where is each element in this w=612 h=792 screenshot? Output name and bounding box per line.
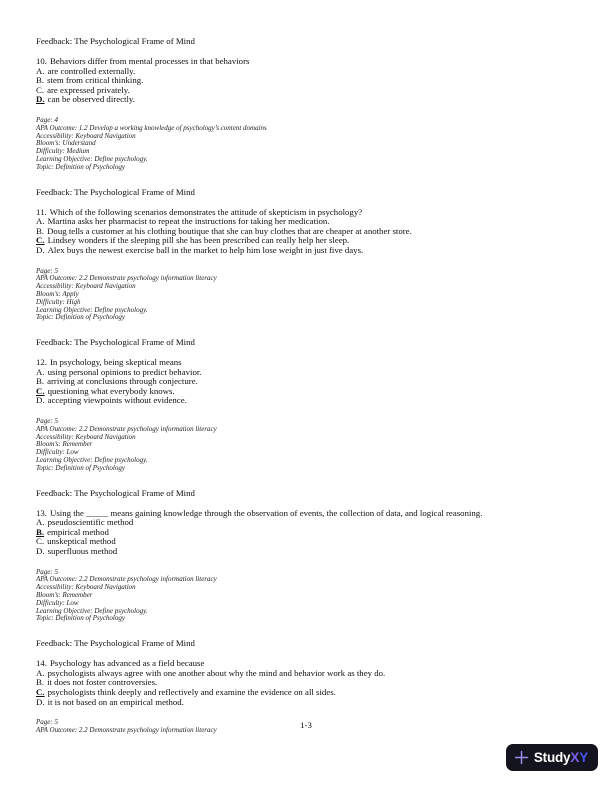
option-text: Lindsey wonders if the sleeping pill she has been prescribed can really help her sleep. [47,235,350,246]
meta-line: Difficulty: Low [36,448,79,457]
question-14 [36,659,584,707]
meta-line: Bloom’s: Remember [36,440,93,449]
option-text: are controlled externally. [47,65,136,76]
question-stem-text: Using the _____ means gaining knowledge through the observation of events, the collection of data, and logical reasoning. [50,507,483,518]
meta-line: Accessibility: Keyboard Navigation [36,282,136,291]
option-text: it is not based on an empirical method. [47,696,184,707]
option-text: stem from critical thinking. [47,75,144,86]
page-number: 1-3 [300,720,312,730]
option-text: are expressed privately. [47,84,130,95]
question-stem-text: Psychology has advanced as a field because [50,658,205,669]
question-number: 10. [36,56,47,66]
meta-line: APA Outcome: 2.2 Demonstrate psychology information literacy [36,575,217,584]
option-label: A. [36,65,45,76]
option-text: using personal opinions to predict behavior. [47,366,202,377]
meta-line: Learning Objective: Define psychology. [36,606,148,615]
meta-line: Bloom’s: Understand [36,139,96,148]
question-stem-text: Behaviors differ from mental processes in that behaviors [50,56,250,66]
meta-line: Learning Objective: Define psychology. [36,305,148,314]
option-label: D. [36,94,45,105]
question-11 [36,208,584,256]
option-text: unskeptical method [47,536,116,547]
option-text: psychologists always agree with one another about why the mind and behavior work as they do. [47,667,386,678]
option-label: D. [36,696,45,707]
meta-line: Bloom’s: Apply [36,289,79,298]
option-label: A. [36,667,45,678]
question-metadata [36,418,584,473]
meta-line: Page: 5 [36,718,58,727]
question-stem-text: Which of the following scenarios demonstrates the attitude of skepticism in psychology? [49,206,363,217]
option-text: pseudoscientific method [47,517,134,528]
feedback-line: Feedback: The Psychological Frame of Mind [36,487,195,498]
answer-option-correct [36,528,584,538]
option-label: B. [36,526,45,537]
option-text: Alex buys the newest exercise ball in the market to help him lose weight in just five days. [47,244,364,255]
option-text: Martina asks her pharmacist to repeat the instructions for taking her medication. [47,216,330,227]
meta-line: Topic: Definition of Psychology [36,614,125,623]
meta-line: Learning Objective: Define psychology. [36,456,148,465]
meta-line: Accessibility: Keyboard Navigation [36,583,136,592]
option-label: A. [36,216,45,227]
option-text: psychologists think deeply and reflectively and examine the evidence on all sides. [47,686,336,697]
answer-option-correct [36,95,584,105]
feedback-line: Feedback: The Psychological Frame of Mind [36,638,195,649]
feedback-line: Feedback: The Psychological Frame of Mind [36,36,195,46]
meta-line: Page: 5 [36,266,58,275]
meta-line: Bloom’s: Remember [36,591,93,599]
option-text: empirical method [47,526,109,537]
meta-line: Accessibility: Keyboard Navigation [36,432,136,441]
meta-line: Topic: Definition of Psychology [36,162,125,171]
meta-line: APA Outcome: 2.2 Demonstrate psychology information literacy [36,274,217,283]
question-metadata [36,569,584,624]
option-label: B. [36,75,45,86]
option-label: D. [36,546,45,557]
answer-option [36,396,584,406]
question-number: 11. [36,206,47,217]
option-label: C. [36,84,45,95]
option-text: questioning what everybody knows. [47,385,175,396]
answer-option [36,518,584,528]
meta-line: Difficulty: High [36,297,81,306]
meta-line: Accessibility: Keyboard Navigation [36,131,136,140]
question-12 [36,358,584,406]
option-label: B. [36,677,45,688]
option-label: C. [36,235,45,246]
option-text: it does not foster controversies. [47,677,158,688]
question-13 [36,509,584,557]
option-label: C. [36,385,45,396]
meta-line: Page: 4 [36,115,58,124]
question-metadata [36,268,584,323]
option-label: B. [36,376,45,387]
meta-line: Page: 5 [36,417,58,426]
meta-line: Topic: Definition of Psychology [36,463,125,472]
brand-text [534,750,588,765]
option-label: D. [36,395,45,406]
plus-icon [514,750,529,765]
option-text: arriving at conclusions through conjecture. [47,376,198,387]
question-number: 14. [36,658,47,669]
option-text: can be observed directly. [47,94,135,105]
option-label: C. [36,686,45,697]
option-label: D. [36,244,45,255]
question-metadata [36,117,584,172]
page-content [36,36,584,750]
feedback-line: Feedback: The Psychological Frame of Mind [36,337,195,348]
option-label: B. [36,225,45,236]
option-label: A. [36,366,45,377]
question-10 [36,57,584,105]
studyxy-logo [506,744,598,771]
meta-line: Difficulty: Low [36,598,79,607]
option-label: C. [36,536,45,547]
brand-study: Study [533,750,571,765]
meta-line: Learning Objective: Define psychology. [36,154,148,163]
answer-option [36,698,584,708]
meta-line: APA Outcome: 2.2 Demonstrate psychology information literacy [36,424,217,433]
meta-line: Difficulty: Medium [36,147,90,156]
meta-line: Topic: Definition of Psychology [36,313,125,322]
question-stem-text: In psychology, being skeptical means [50,357,182,368]
brand-y: Y [579,750,588,765]
meta-line: APA Outcome: 1.2 Develop a working knowledge of psychology’s content domains [36,123,267,132]
question-number: 12. [36,357,47,368]
option-label: A. [36,517,45,528]
meta-line: Page: 5 [36,567,58,576]
answer-option [36,537,584,547]
option-text: Doug tells a customer at his clothing boutique that she can buy clothes that are cheaper at another store. [47,225,412,236]
meta-line: APA Outcome: 2.2 Demonstrate psychology information literacy [36,725,217,734]
answer-option [36,246,584,256]
feedback-line: Feedback: The Psychological Frame of Mind [36,186,195,197]
option-text: accepting viewpoints without evidence. [47,395,187,406]
answer-option [36,547,584,557]
brand-x: X [570,750,580,765]
question-number: 13. [36,507,47,518]
option-text: superfluous method [47,546,118,557]
